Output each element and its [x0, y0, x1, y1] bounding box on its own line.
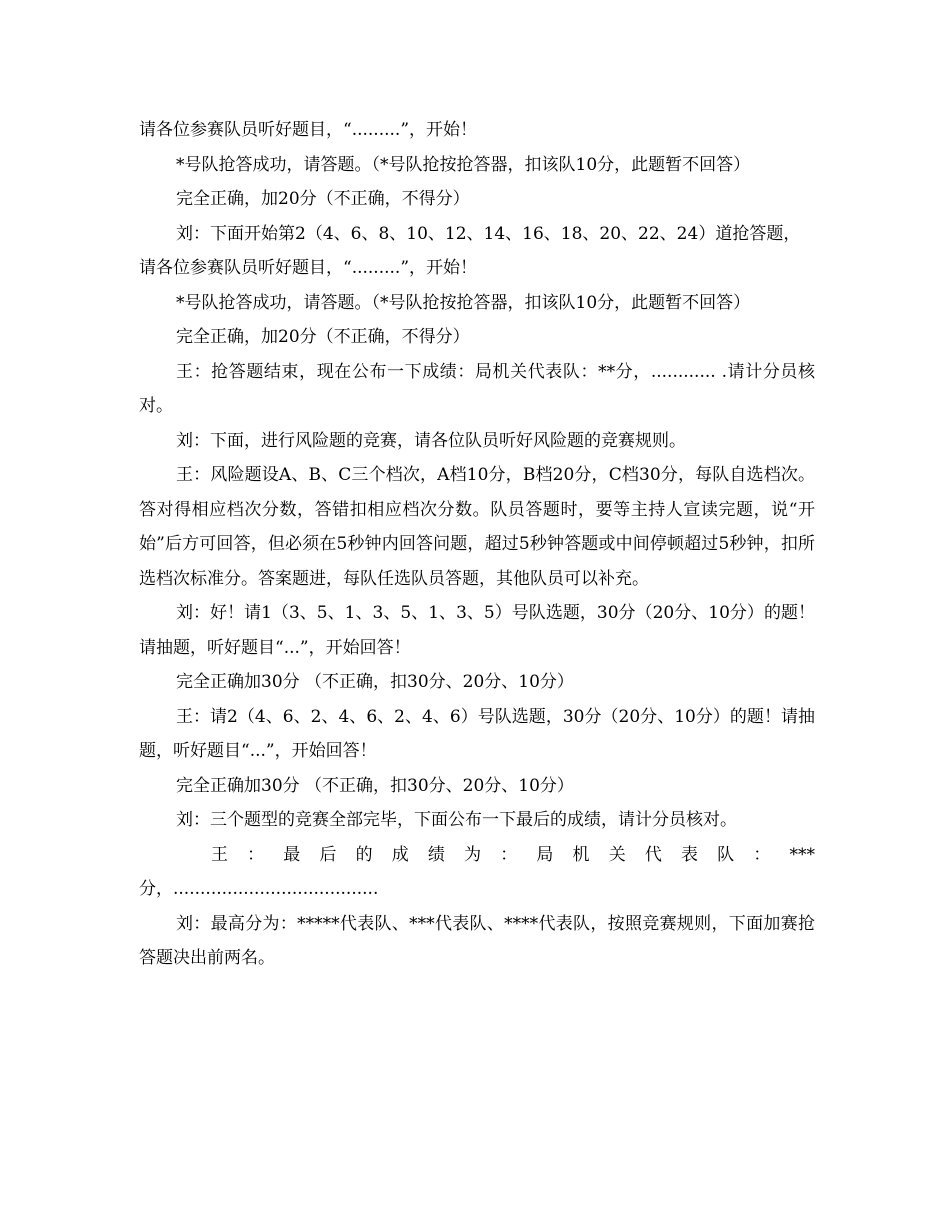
paragraph-5: 请各位参赛队员听好题目，“.........”，开始！ [139, 258, 478, 278]
paragraph-17: 刘：最高分为：*****代表队、***代表队、****代表队，按照竞赛规则，下面加赛抢答题决出前两名。 [139, 913, 815, 968]
document-page [139, 113, 815, 976]
paragraph-9: 刘：下面，进行风险题的竞赛，请各位队员听好风险题的竞赛规则。 [176, 430, 686, 451]
paragraph-14: 完全正确加30分 （不正确，扣30分、20分、10分） [176, 775, 574, 796]
paragraph-13: 王：请2（4、6、2、4、6、2、4、6）号队选题，30分（20分、10分）的题！请抽题，听好题目“...”，开始回答！ [139, 706, 815, 761]
paragraph-2: *号队抢答成功，请答题。（*号队抢按抢答器，扣该队10分，此题暂不回答） [176, 154, 751, 175]
paragraph-16-line-1: 王 ： 最 后 的 成 绩 为 ： 局 机 关 代 表 队 ： *** [211, 844, 815, 865]
paragraph-8: 王：抢答题结束，现在公布一下成绩：局机关代表队：**分，............ .请计分员核对。 [139, 361, 815, 416]
paragraph-12: 完全正确加30分 （不正确，扣30分、20分、10分） [176, 672, 574, 692]
paragraph-3: 完全正确，加20分（不正确，不得分） [176, 189, 470, 209]
paragraph-1: 请各位参赛队员听好题目，“.........”，开始！ [139, 120, 478, 140]
paragraph-11: 刘：好！请1（3、5、1、3、5、1、3、5）号队选题，30分（20分、10分）的题！请抽题，听好题目“...”，开始回答！ [139, 603, 815, 658]
paragraph-15: 刘：三个题型的竞赛全部完毕，下面公布一下最后的成绩，请计分员核对。 [176, 810, 737, 830]
paragraph-6: *号队抢答成功，请答题。（*号队抢按抢答器，扣该队10分，此题暂不回答） [176, 292, 751, 313]
paragraph-4: 刘：下面开始第2（4、6、8、10、12、14、16、18、20、22、24）道抢答题， [176, 223, 801, 244]
paragraph-16-line-2: 分，...................................... [139, 879, 379, 899]
paragraph-10: 王：风险题设A、B、C三个档次，A档10分，B档20分，C档30分，每队自选档次。答对得相应档次分数，答错扣相应档次分数。队员答题时，要等主持人宣读完题，说“开始”后方可回答，但必须在5秒钟内回答问题，超过5秒钟答题或中间停顿超过5秒钟，扣所选档次标准分。答案题进，每队任选队员答题，其他队员可以补充。 [139, 465, 815, 589]
paragraph-7: 完全正确，加20分（不正确，不得分） [176, 327, 470, 347]
